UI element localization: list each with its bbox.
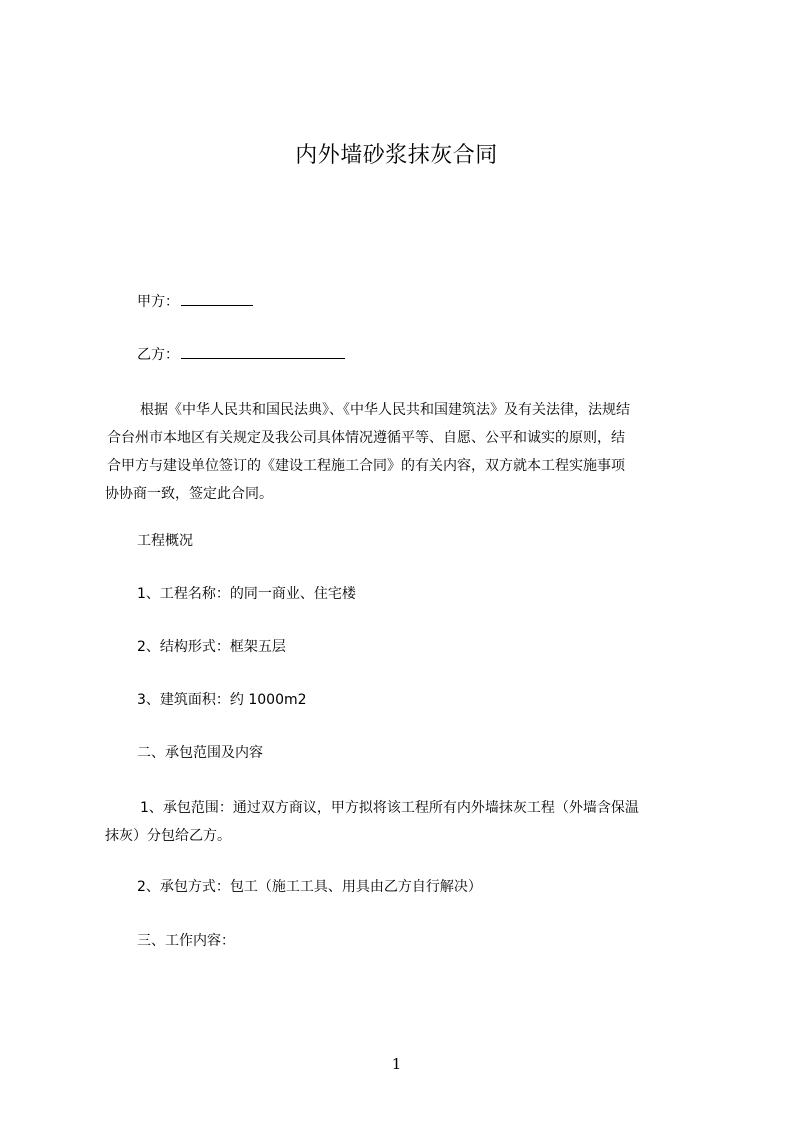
document-title: 内外墙砂浆抹灰合同	[295, 143, 498, 168]
page-number: 1	[391, 1055, 402, 1073]
intro-line: 合甲方与建设单位签订的《建设工程施工合同》的有关内容，双方就本工程实施事项	[107, 458, 625, 474]
party-b-label: 乙方：	[137, 347, 179, 363]
scope-item-1-line: 抹灰）分包给乙方。	[105, 828, 231, 844]
intro-line: 根据《中华人民共和国民法典》、《中华人民共和国建筑法》及有关法律，法规结	[140, 402, 630, 418]
overview-item: 1、工程名称：的同一商业、住宅楼	[137, 586, 356, 602]
intro-paragraph	[105, 396, 705, 508]
party-a-label: 甲方：	[137, 294, 179, 310]
overview-item: 3、建筑面积：约 1000m2	[137, 692, 307, 708]
party-b-line	[137, 344, 345, 365]
party-a-blank	[181, 291, 253, 306]
intro-line: 协协商一致，签定此合同。	[105, 486, 273, 502]
overview-item: 2、结构形式：框架五层	[137, 639, 286, 655]
intro-line: 合台州市本地区有关规定及我公司具体情况遵循平等、自愿、公平和诚实的原则，结	[107, 430, 625, 446]
party-a-line	[137, 291, 253, 312]
party-b-blank	[181, 344, 345, 359]
section-scope-heading: 二、承包范围及内容	[137, 745, 263, 761]
section-overview-heading: 工程概况	[137, 533, 193, 549]
scope-item-1-line: 1、承包范围：通过双方商议，甲方拟将该工程所有内外墙抹灰工程（外墙含保温	[140, 800, 639, 816]
section-work-heading: 三、工作内容：	[137, 933, 235, 949]
scope-item-1	[105, 794, 705, 850]
scope-item-2: 2、承包方式：包工（施工工具、用具由乙方自行解决）	[137, 879, 482, 895]
